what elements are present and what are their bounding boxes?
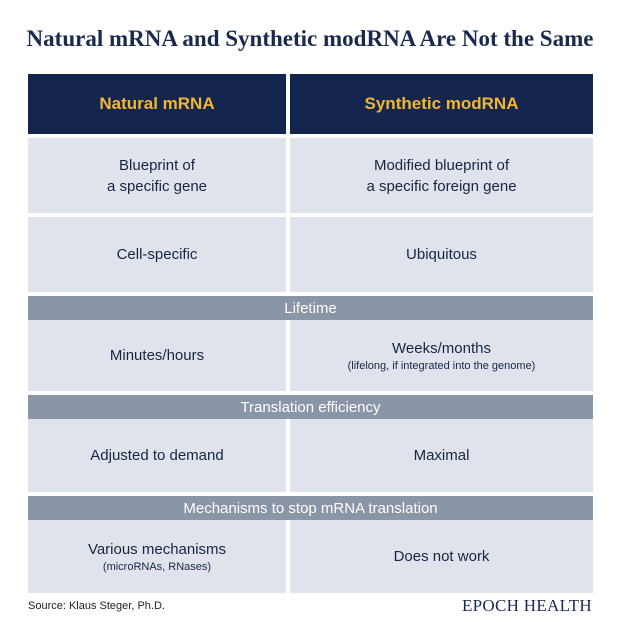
cell-text-line: a specific foreign gene (366, 177, 517, 195)
cell-text: Ubiquitous (406, 246, 477, 263)
column-header-natural (28, 74, 286, 134)
cell-natural-translation (28, 419, 286, 492)
brand-logo: EPOCH HEALTH (461, 596, 592, 615)
cell-natural-blueprint (28, 138, 286, 213)
source-credit: Source: Klaus Steger, Ph.D. (28, 600, 165, 612)
cell-synthetic-mechanisms (290, 520, 593, 593)
cell-natural-mechanisms (28, 520, 286, 593)
section-label-mechanisms: Mechanisms to stop mRNA translation (28, 496, 593, 520)
cell-synthetic-lifetime (290, 320, 593, 391)
cell-text: Adjusted to demand (90, 447, 224, 464)
cell-synthetic-specificity (290, 217, 593, 292)
cell-text: Maximal (413, 447, 470, 464)
cell-text: Weeks/months (392, 339, 491, 357)
column-header-synthetic-label: Synthetic modRNA (364, 94, 519, 113)
cell-text: Minutes/hours (109, 347, 205, 364)
cell-text: Various mechanisms (87, 540, 227, 558)
section-label-lifetime: Lifetime (28, 296, 593, 320)
cell-text: Cell-specific (116, 246, 198, 263)
cell-text-line: Blueprint of (119, 156, 195, 174)
cell-note: (microRNAs, RNases) (102, 560, 212, 573)
cell-text: Does not work (393, 548, 490, 565)
cell-synthetic-blueprint (290, 138, 593, 213)
cell-synthetic-translation (290, 419, 593, 492)
cell-text-line: Modified blueprint of (373, 156, 510, 174)
column-header-synthetic (290, 74, 593, 134)
cell-natural-lifetime (28, 320, 286, 391)
section-label-translation: Translation efficiency (28, 395, 593, 419)
cell-text-line: a specific gene (106, 177, 208, 195)
cell-note: (lifelong, if integrated into the genome) (347, 359, 536, 372)
column-header-natural-label: Natural mRNA (99, 94, 215, 113)
cell-natural-specificity (28, 217, 286, 292)
page-title: Natural mRNA and Synthetic modRNA Are Not the Same (26, 26, 594, 51)
